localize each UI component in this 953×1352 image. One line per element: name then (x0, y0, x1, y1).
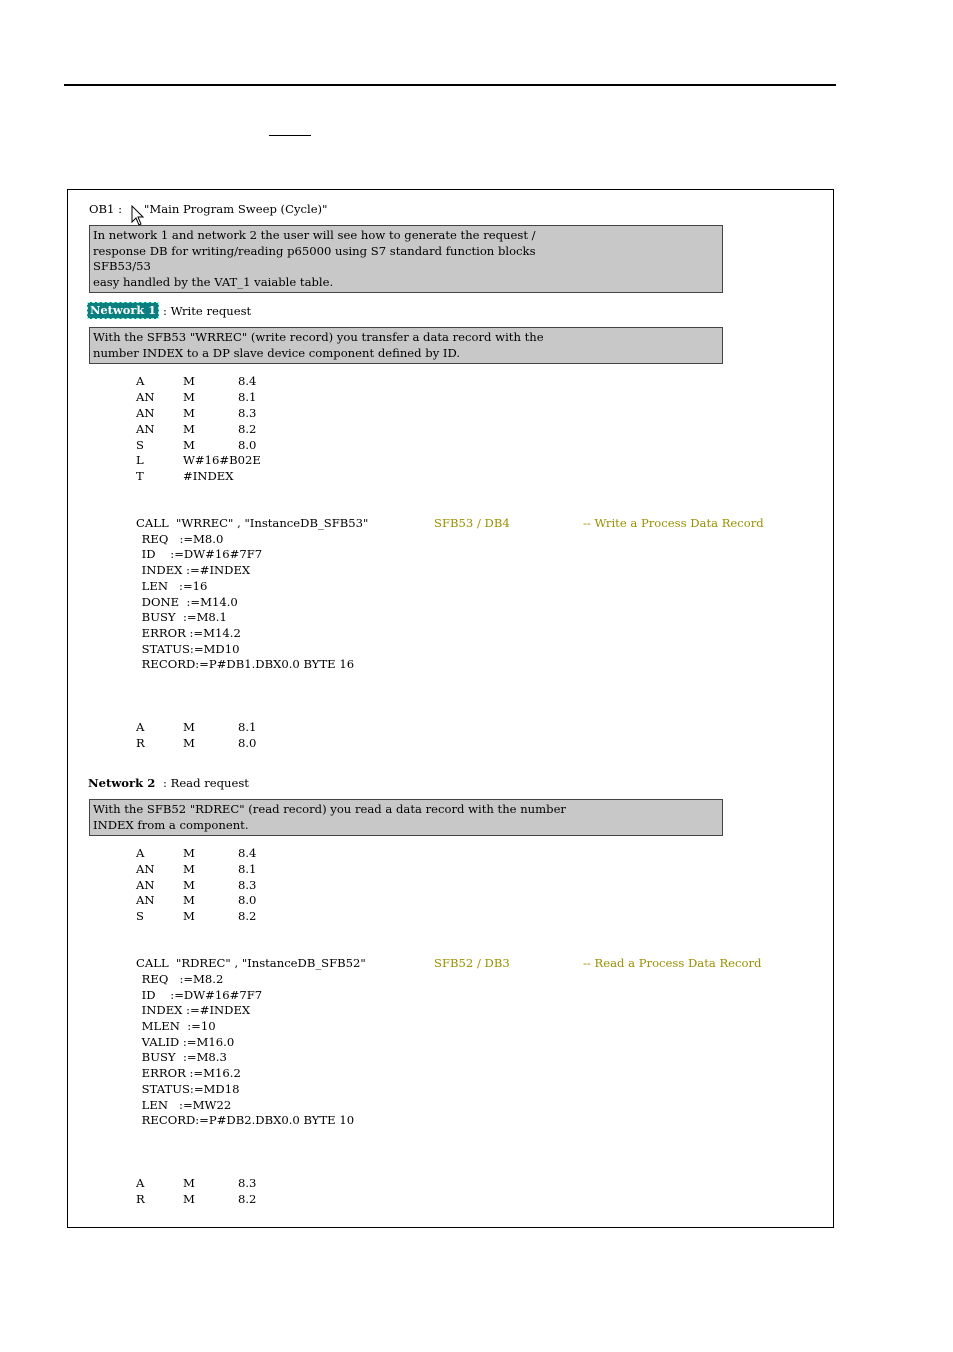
stmt-addr: W#16#B02E (183, 453, 261, 467)
stmt-addr: M (183, 909, 195, 923)
call-param: RECORD:=P#DB2.DBX0.0 BYTE 10 (138, 1113, 355, 1127)
stmt-val: 8.4 (238, 374, 257, 388)
stmt-op: A (136, 720, 145, 734)
call-param: INDEX :=#INDEX (138, 1003, 251, 1017)
call-param: STATUS:=MD18 (138, 1082, 240, 1096)
stmt-val: 8.3 (238, 1176, 257, 1190)
stmt-op: S (136, 909, 144, 923)
stmt-addr: M (183, 862, 195, 876)
network-1-call-block: SFB53 / DB4 (434, 516, 510, 530)
stmt-op: AN (136, 422, 155, 436)
call-param: BUSY :=M8.3 (138, 1050, 227, 1064)
stmt-val: 8.3 (238, 406, 257, 420)
stmt-op: A (136, 1176, 145, 1190)
stmt-op: R (136, 1192, 145, 1206)
call-param: LEN :=MW22 (138, 1098, 232, 1112)
stmt-addr: M (183, 846, 195, 860)
stmt-val: 8.1 (238, 862, 257, 876)
stmt-addr: M (183, 390, 195, 404)
network-1-label[interactable]: Network 1 (87, 302, 159, 319)
network-2-label[interactable]: Network 2 (88, 776, 156, 790)
mouse-pointer-icon (131, 205, 145, 227)
stmt-op: R (136, 736, 145, 750)
stmt-addr: M (183, 374, 195, 388)
network-2-title: : Read request (163, 776, 249, 790)
stmt-op: L (136, 453, 144, 467)
call-param: ID :=DW#16#7F7 (138, 547, 263, 561)
stmt-val: 8.0 (238, 736, 257, 750)
stmt-val: 8.0 (238, 438, 257, 452)
call-param: ERROR :=M16.2 (138, 1066, 241, 1080)
network-1-comment: With the SFB53 "WRREC" (write record) you transfer a data record with the number INDEX to a DP slave device component defined by ID. (89, 327, 723, 364)
stmt-addr: M (183, 736, 195, 750)
call-param: RECORD:=P#DB1.DBX0.0 BYTE 16 (138, 657, 355, 671)
stmt-val: 8.0 (238, 893, 257, 907)
call-param: DONE :=M14.0 (138, 595, 238, 609)
header-rule (64, 84, 836, 86)
stmt-op: AN (136, 390, 155, 404)
call-param: ID :=DW#16#7F7 (138, 988, 263, 1002)
call-param: STATUS:=MD10 (138, 642, 240, 656)
call-param: REQ :=M8.0 (138, 532, 224, 546)
stl-code-panel (67, 189, 834, 1228)
network-2-call-comment: -- Read a Process Data Record (583, 956, 762, 970)
stmt-addr: #INDEX (183, 469, 234, 483)
stmt-addr: M (183, 1192, 195, 1206)
stmt-addr: M (183, 720, 195, 734)
stmt-op: A (136, 846, 145, 860)
block-prefix: OB1 : (89, 202, 126, 216)
stmt-addr: M (183, 406, 195, 420)
stmt-addr: M (183, 438, 195, 452)
stmt-val: 8.2 (238, 1192, 257, 1206)
stmt-op: T (136, 469, 144, 483)
stmt-val: 8.2 (238, 909, 257, 923)
network-2-comment: With the SFB52 "RDREC" (read record) you read a data record with the number INDEX from a component. (89, 799, 723, 836)
stmt-val: 8.3 (238, 878, 257, 892)
network-1-call-comment: -- Write a Process Data Record (583, 516, 764, 530)
network-1-title: : Write request (163, 304, 252, 318)
stmt-val: 8.1 (238, 720, 257, 734)
stmt-val: 8.1 (238, 390, 257, 404)
call-param: VALID :=M16.0 (138, 1035, 235, 1049)
stmt-addr: M (183, 893, 195, 907)
stmt-op: AN (136, 893, 155, 907)
stmt-op: AN (136, 878, 155, 892)
network-2-call-block: SFB52 / DB3 (434, 956, 510, 970)
stmt-op: S (136, 438, 144, 452)
stmt-addr: M (183, 878, 195, 892)
call-param: REQ :=M8.2 (138, 972, 224, 986)
block-title: "Main Program Sweep (Cycle)" (144, 202, 328, 216)
short-underline (269, 135, 311, 136)
stmt-val: 8.2 (238, 422, 257, 436)
network-1-call: CALL "WRREC" , "InstanceDB_SFB53" (136, 516, 369, 530)
call-param: LEN :=16 (138, 579, 208, 593)
stmt-op: AN (136, 406, 155, 420)
call-param: MLEN :=10 (138, 1019, 216, 1033)
stmt-addr: M (183, 422, 195, 436)
network-2-call: CALL "RDREC" , "InstanceDB_SFB52" (136, 956, 366, 970)
block-comment: In network 1 and network 2 the user will see how to generate the request / response DB for writing/reading p65000 using S7 standard function blocks SFB53/53 easy handled by the VAT_1 vaiable table. (89, 225, 723, 293)
stmt-op: A (136, 374, 145, 388)
stmt-op: AN (136, 862, 155, 876)
call-param: ERROR :=M14.2 (138, 626, 241, 640)
stmt-addr: M (183, 1176, 195, 1190)
call-param: BUSY :=M8.1 (138, 610, 227, 624)
stmt-val: 8.4 (238, 846, 257, 860)
call-param: INDEX :=#INDEX (138, 563, 251, 577)
